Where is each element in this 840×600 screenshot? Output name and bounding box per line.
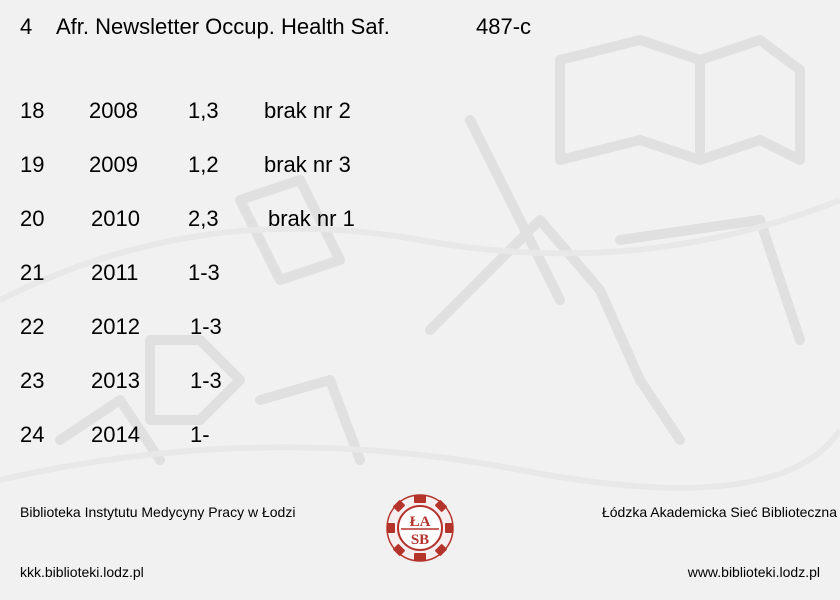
holdings-row [0,314,840,344]
holdings-row [0,260,840,290]
logo-text-bottom: SB [410,532,430,548]
volume-number: 19 [20,152,45,177]
left-url[interactable]: kkk.biblioteki.lodz.pl [20,564,144,580]
year: 2013 [91,368,140,393]
missing-note: brak nr 1 [268,206,355,231]
lasb-logo [385,493,455,563]
right-url[interactable]: www.biblioteki.lodz.pl [687,564,820,580]
issues: 1-3 [188,260,220,285]
volume-number: 23 [20,368,45,393]
volume-number: 18 [20,98,45,123]
issues: 2,3 [188,206,219,231]
year: 2010 [91,206,140,231]
entry-index: 4 [20,14,33,39]
year: 2014 [91,422,140,447]
journal-title: Afr. Newsletter Occup. Health Saf. [56,14,390,39]
holdings-row [0,206,840,236]
volume-number: 22 [20,314,45,339]
call-number: 487-c [476,14,532,39]
year: 2011 [91,260,139,285]
logo-text-top: ŁA [409,514,431,530]
issues: 1- [190,422,210,447]
volume-number: 21 [20,260,45,285]
issues: 1,3 [188,98,219,123]
missing-note: brak nr 3 [264,152,351,177]
year: 2009 [89,152,138,177]
issues: 1-3 [190,314,222,339]
missing-note: brak nr 2 [264,98,351,123]
issues: 1-3 [190,368,222,393]
right-institution: Łódzka Akademicka Sieć Biblioteczna [601,504,837,520]
holdings-row [0,152,840,182]
holdings-row [0,422,840,452]
volume-number: 20 [20,206,45,231]
year: 2012 [91,314,140,339]
left-institution: Biblioteka Instytutu Medycyny Pracy w Łodzi [20,504,296,520]
year: 2008 [89,98,138,123]
issues: 1,2 [188,152,219,177]
holdings-row [0,368,840,398]
volume-number: 24 [20,422,45,447]
holdings-row [0,98,840,128]
